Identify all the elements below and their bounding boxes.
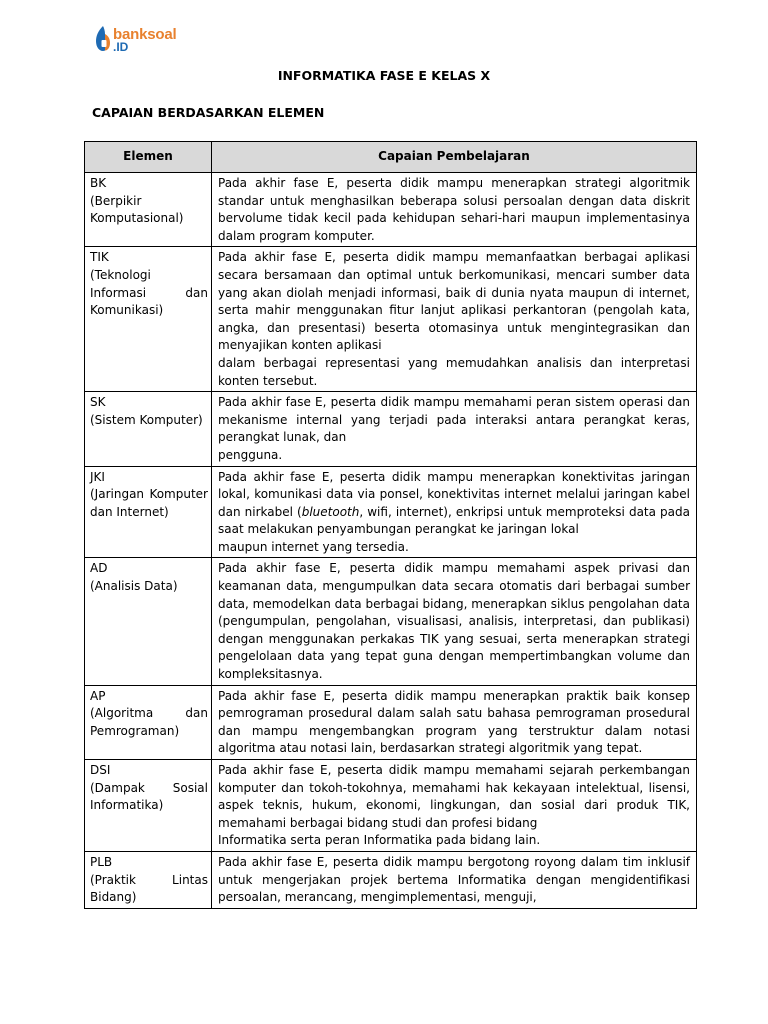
element-cell: [85, 558, 212, 685]
banksoal-logo: [95, 26, 205, 58]
header-elemen: Elemen: [85, 142, 212, 173]
element-name: (Teknologi Informasi dan Komunikasi): [90, 267, 208, 318]
capaian-cell: [212, 851, 697, 908]
table-row: [85, 466, 697, 558]
capaian-cell: [212, 392, 697, 466]
capaian-text: Pada akhir fase E, peserta didik mampu menerapkan praktik baik konsep pemrograman prosedural dalam salah satu bahasa pemrograman prosedural dan mampu mengembangkan program yang terstruktur dalam notasi algoritma atau notasi lain, berdasarkan strategi algoritmik yang tepat.: [218, 688, 690, 756]
table-row: [85, 173, 697, 247]
document-title: INFORMATIKA FASE E KELAS X: [277, 68, 491, 83]
element-code: BK: [90, 176, 107, 190]
header-capaian: Capaian Pembelajaran: [212, 142, 697, 173]
element-code: DSI: [90, 763, 111, 777]
section-title: CAPAIAN BERDASARKAN ELEMEN: [92, 105, 325, 120]
capaian-text: Pada akhir fase E, peserta didik mampu memanfaatkan berbagai aplikasi secara bersamaan dan optimal untuk berkomunikasi, mencari sumber data yang akan diolah menjadi informasi, baik di dunia nyata maupun di internet, serta mahir menggunakan fitur lanjut aplikasi perkantoran (pengolah kata, angka, dan presentasi) beserta otomasinya untuk mengintegrasikan dan menyajikan konten aplikasi: [218, 250, 690, 353]
table-row: [85, 558, 697, 685]
capaian-cell: [212, 466, 697, 558]
element-code: SK: [90, 395, 106, 410]
element-name: (Sistem Komputer): [90, 412, 203, 427]
element-cell: [85, 173, 212, 247]
element-cell: [85, 466, 212, 558]
capaian-text: Pada akhir fase E, peserta didik mampu memahami peran sistem operasi dan mekanisme internal yang terjadi pada interaksi antara perangkat keras, perangkat lunak, dan: [218, 395, 690, 445]
capaian-cell: [212, 173, 697, 247]
capaian-text-continued: pengguna.: [218, 447, 283, 462]
capaian-text-continued: Informatika serta peran Informatika pada bidang lain.: [218, 833, 541, 848]
element-name: (Jaringan Komputer dan Internet): [90, 487, 208, 519]
table-row: [85, 392, 697, 466]
capaian-text: [218, 469, 690, 539]
table-row: [85, 685, 697, 759]
capaian-text-part-a: Pada akhir fase E, peserta didik mampu menerapkan konektivitas jaringan lokal, komunikasi data via ponsel, konektivitas internet melalui jaringan kabel dan nirkabel (: [218, 469, 690, 519]
capaian-cell: [212, 558, 697, 685]
capaian-text-continued: dalam berbagai representasi yang memudahkan analisis dan interpretasi konten tersebut.: [218, 355, 690, 388]
capaian-cell: [212, 760, 697, 852]
capaian-cell: [212, 247, 697, 392]
table-row: [85, 247, 697, 392]
capaian-text-continued: maupun internet yang tersedia.: [218, 539, 409, 554]
table-row: [85, 851, 697, 908]
capaian-text-italic: bluetooth: [301, 504, 360, 519]
element-code: JKI: [90, 469, 105, 484]
element-code: TIK: [90, 250, 109, 265]
table-header-row: [85, 142, 697, 173]
logo-suffix-text: .ID: [113, 40, 129, 54]
logo-brand-text: banksoal: [113, 26, 177, 43]
capaian-text-part-b: , wifi, internet), enkripsi untuk memproteksi data pada saat melakukan penyambungan perangkat ke jaringan lokal: [218, 504, 690, 537]
banksoal-logo-icon: [95, 26, 111, 52]
capaian-table: [84, 141, 697, 909]
element-cell: [85, 685, 212, 759]
element-cell: [85, 760, 212, 852]
capaian-text: Pada akhir fase E, peserta didik mampu bergotong royong dalam tim inklusif untuk mengerjakan projek bertema Informatika dengan mengidentifikasi persoalan, merancang, mengimplementasi, menguji,: [218, 854, 690, 905]
element-name: (Dampak Sosial Informatika): [90, 780, 208, 813]
capaian-cell: [212, 685, 697, 759]
element-name: (Praktik Lintas Bidang): [90, 872, 208, 905]
element-cell: [85, 247, 212, 392]
element-cell: [85, 392, 212, 466]
capaian-text: Pada akhir fase E, peserta didik mampu memahami aspek privasi dan keamanan data, mengumpulkan data secara otomatis dari berbagai sumber data, memodelkan data berbagai bidang, menerapkan siklus pengolahan data (pengumpulan, pengolahan, visualisasi, analisis, interpretasi, dan publikasi) dengan menggunakan perkakas TIK yang sesuai, serta menerapkan strategi pengelolaan data yang tepat guna dengan mempertimbangkan volume dan kompleksitasnya.: [218, 561, 690, 682]
capaian-text: Pada akhir fase E, peserta didik mampu memahami sejarah perkembangan komputer dan tokoh-tokohnya, memahami hak kekayaan intelektual, lisensi, aspek teknis, hukum, ekonomi, lingkungan, dan sosial dari produk TIK, memahami berbagai bidang studi dan profesi bidang: [218, 763, 690, 830]
element-code: AP: [90, 688, 106, 703]
table-row: [85, 760, 697, 852]
element-code: AD: [90, 561, 108, 576]
element-cell: [85, 851, 212, 908]
element-name: (Berpikir Komputasional): [90, 193, 184, 226]
element-name: (Algoritma dan Pemrograman): [90, 706, 208, 738]
capaian-text: Pada akhir fase E, peserta didik mampu menerapkan strategi algoritmik standar untuk menghasilkan beberapa solusi persoalan dengan data diskrit bervolume tidak kecil pada kehidupan sehari-hari maupun implementasinya dalam program komputer.: [218, 176, 690, 243]
element-name: (Analisis Data): [90, 579, 178, 594]
element-code: PLB: [90, 854, 113, 869]
